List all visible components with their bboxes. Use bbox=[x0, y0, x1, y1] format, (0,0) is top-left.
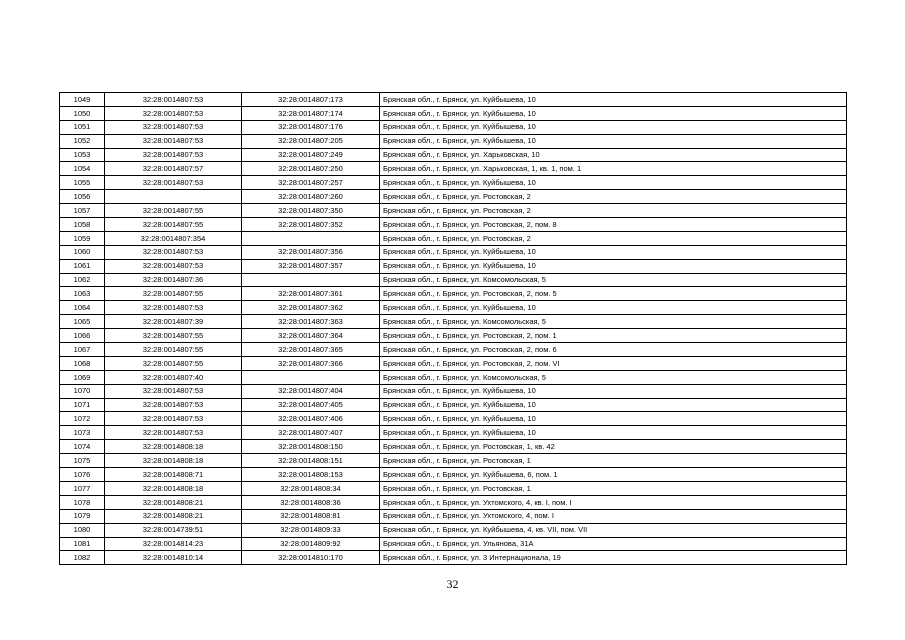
land-cadastral-number-cell: 32:28:0014807:53 bbox=[105, 176, 242, 190]
land-cadastral-number-cell: 32:28:0014807:55 bbox=[105, 287, 242, 301]
row-number-cell: 1062 bbox=[60, 273, 105, 287]
address-cell: Брянская обл., г. Брянск, ул. Ростовская, 1 bbox=[380, 454, 847, 468]
table-row bbox=[60, 273, 847, 287]
address-cell: Брянская обл., г. Брянск, ул. Куйбышева, 10 bbox=[380, 301, 847, 315]
object-cadastral-number-cell: 32:28:0014808:36 bbox=[242, 495, 380, 509]
address-cell: Брянская обл., г. Брянск, ул. Куйбышева, 10 bbox=[380, 93, 847, 107]
land-cadastral-number-cell: 32:28:0014807:39 bbox=[105, 315, 242, 329]
land-cadastral-number-cell: 32:28:0014808:71 bbox=[105, 468, 242, 482]
table-row bbox=[60, 120, 847, 134]
object-cadastral-number-cell: 32:28:0014807:407 bbox=[242, 426, 380, 440]
address-cell: Брянская обл., г. Брянск, ул. Куйбышева, 10 bbox=[380, 412, 847, 426]
object-cadastral-number-cell: 32:28:0014807:257 bbox=[242, 176, 380, 190]
address-cell: Брянская обл., г. Брянск, ул. Ухтомского, 4, кв. I, пом. I bbox=[380, 495, 847, 509]
land-cadastral-number-cell: 32:28:0014807:53 bbox=[105, 259, 242, 273]
address-cell: Брянская обл., г. Брянск, ул. Куйбышева, 4, кв. VII, пом. VII bbox=[380, 523, 847, 537]
address-cell: Брянская обл., г. Брянск, ул. 3 Интернационала, 19 bbox=[380, 551, 847, 565]
land-cadastral-number-cell: 32:28:0014807:53 bbox=[105, 412, 242, 426]
row-number-cell: 1073 bbox=[60, 426, 105, 440]
row-number-cell: 1069 bbox=[60, 370, 105, 384]
table-row bbox=[60, 426, 847, 440]
table-row bbox=[60, 329, 847, 343]
row-number-cell: 1079 bbox=[60, 509, 105, 523]
table-row bbox=[60, 106, 847, 120]
row-number-cell: 1077 bbox=[60, 481, 105, 495]
row-number-cell: 1057 bbox=[60, 204, 105, 218]
row-number-cell: 1061 bbox=[60, 259, 105, 273]
land-cadastral-number-cell: 32:28:0014807:53 bbox=[105, 426, 242, 440]
row-number-cell: 1075 bbox=[60, 454, 105, 468]
row-number-cell: 1078 bbox=[60, 495, 105, 509]
table-row bbox=[60, 481, 847, 495]
address-cell: Брянская обл., г. Брянск, ул. Куйбышева, 10 bbox=[380, 106, 847, 120]
address-cell: Брянская обл., г. Брянск, ул. Комсомольская, 5 bbox=[380, 315, 847, 329]
land-cadastral-number-cell: 32:28:0014808:18 bbox=[105, 454, 242, 468]
land-cadastral-number-cell: 32:28:0014807:53 bbox=[105, 398, 242, 412]
address-cell: Брянская обл., г. Брянск, ул. Комсомольская, 5 bbox=[380, 370, 847, 384]
object-cadastral-number-cell: 32:28:0014807:405 bbox=[242, 398, 380, 412]
table-row bbox=[60, 190, 847, 204]
row-number-cell: 1052 bbox=[60, 134, 105, 148]
address-cell: Брянская обл., г. Брянск, ул. Ростовская, 2 bbox=[380, 231, 847, 245]
land-cadastral-number-cell bbox=[105, 190, 242, 204]
address-cell: Брянская обл., г. Брянск, ул. Ухтомского, 4, пом. I bbox=[380, 509, 847, 523]
object-cadastral-number-cell bbox=[242, 231, 380, 245]
row-number-cell: 1066 bbox=[60, 329, 105, 343]
address-cell: Брянская обл., г. Брянск, ул. Ростовская, 2, пом. 8 bbox=[380, 218, 847, 232]
row-number-cell: 1068 bbox=[60, 356, 105, 370]
land-cadastral-number-cell: 32:28:0014807:55 bbox=[105, 204, 242, 218]
row-number-cell: 1064 bbox=[60, 301, 105, 315]
land-cadastral-number-cell: 32:28:0014807:53 bbox=[105, 245, 242, 259]
table-row bbox=[60, 218, 847, 232]
table-row bbox=[60, 315, 847, 329]
object-cadastral-number-cell: 32:28:0014807:205 bbox=[242, 134, 380, 148]
table-row bbox=[60, 509, 847, 523]
object-cadastral-number-cell: 32:28:0014808:153 bbox=[242, 468, 380, 482]
object-cadastral-number-cell: 32:28:0014807:404 bbox=[242, 384, 380, 398]
address-cell: Брянская обл., г. Брянск, ул. Куйбышева, 10 bbox=[380, 398, 847, 412]
object-cadastral-number-cell: 32:28:0014807:350 bbox=[242, 204, 380, 218]
object-cadastral-number-cell: 32:28:0014807:364 bbox=[242, 329, 380, 343]
object-cadastral-number-cell: 32:28:0014807:366 bbox=[242, 356, 380, 370]
address-cell: Брянская обл., г. Брянск, ул. Ростовская, 2, пом. VI bbox=[380, 356, 847, 370]
address-cell: Брянская обл., г. Брянск, ул. Куйбышева, 10 bbox=[380, 176, 847, 190]
row-number-cell: 1074 bbox=[60, 440, 105, 454]
object-cadastral-number-cell: 32:28:0014808:81 bbox=[242, 509, 380, 523]
address-cell: Брянская обл., г. Брянск, ул. Ростовская, 2, пом. 6 bbox=[380, 343, 847, 357]
row-number-cell: 1081 bbox=[60, 537, 105, 551]
land-cadastral-number-cell: 32:28:0014814:23 bbox=[105, 537, 242, 551]
land-cadastral-number-cell: 32:28:0014807:55 bbox=[105, 343, 242, 357]
object-cadastral-number-cell: 32:28:0014808:150 bbox=[242, 440, 380, 454]
table-row bbox=[60, 551, 847, 565]
land-cadastral-number-cell: 32:28:0014808:21 bbox=[105, 509, 242, 523]
land-cadastral-number-cell: 32:28:0014807:53 bbox=[105, 120, 242, 134]
land-cadastral-number-cell: 32:28:0014808:21 bbox=[105, 495, 242, 509]
row-number-cell: 1080 bbox=[60, 523, 105, 537]
land-cadastral-number-cell: 32:28:0014808:18 bbox=[105, 481, 242, 495]
table-row bbox=[60, 384, 847, 398]
object-cadastral-number-cell bbox=[242, 273, 380, 287]
address-cell: Брянская обл., г. Брянск, ул. Куйбышева, 10 bbox=[380, 259, 847, 273]
row-number-cell: 1054 bbox=[60, 162, 105, 176]
object-cadastral-number-cell: 32:28:0014807:363 bbox=[242, 315, 380, 329]
land-cadastral-number-cell: 32:28:0014807:55 bbox=[105, 218, 242, 232]
address-cell: Брянская обл., г. Брянск, ул. Ростовская, 2, пом. 5 bbox=[380, 287, 847, 301]
table-row bbox=[60, 398, 847, 412]
object-cadastral-number-cell: 32:28:0014807:365 bbox=[242, 343, 380, 357]
object-cadastral-number-cell bbox=[242, 370, 380, 384]
row-number-cell: 1058 bbox=[60, 218, 105, 232]
row-number-cell: 1076 bbox=[60, 468, 105, 482]
object-cadastral-number-cell: 32:28:0014807:356 bbox=[242, 245, 380, 259]
row-number-cell: 1055 bbox=[60, 176, 105, 190]
table-row bbox=[60, 523, 847, 537]
land-cadastral-number-cell: 32:28:0014807:57 bbox=[105, 162, 242, 176]
land-cadastral-number-cell: 32:28:0014807:55 bbox=[105, 356, 242, 370]
address-cell: Брянская обл., г. Брянск, ул. Комсомольская, 5 bbox=[380, 273, 847, 287]
object-cadastral-number-cell: 32:28:0014807:362 bbox=[242, 301, 380, 315]
address-cell: Брянская обл., г. Брянск, ул. Харьковская, 1, кв. 1, пом. 1 bbox=[380, 162, 847, 176]
object-cadastral-number-cell: 32:28:0014810:170 bbox=[242, 551, 380, 565]
row-number-cell: 1072 bbox=[60, 412, 105, 426]
table-row bbox=[60, 204, 847, 218]
row-number-cell: 1051 bbox=[60, 120, 105, 134]
table-row bbox=[60, 162, 847, 176]
address-cell: Брянская обл., г. Брянск, ул. Ростовская, 1, кв. 42 bbox=[380, 440, 847, 454]
land-cadastral-number-cell: 32:28:0014807:40 bbox=[105, 370, 242, 384]
land-cadastral-number-cell: 32:28:0014807:36 bbox=[105, 273, 242, 287]
address-cell: Брянская обл., г. Брянск, ул. Ростовская, 1 bbox=[380, 481, 847, 495]
row-number-cell: 1067 bbox=[60, 343, 105, 357]
table-row bbox=[60, 440, 847, 454]
land-cadastral-number-cell: 32:28:0014807:53 bbox=[105, 384, 242, 398]
registry-table bbox=[59, 92, 847, 565]
table-row bbox=[60, 454, 847, 468]
object-cadastral-number-cell: 32:28:0014807:174 bbox=[242, 106, 380, 120]
row-number-cell: 1070 bbox=[60, 384, 105, 398]
row-number-cell: 1065 bbox=[60, 315, 105, 329]
address-cell: Брянская обл., г. Брянск, ул. Куйбышева, 6, пом. 1 bbox=[380, 468, 847, 482]
address-cell: Брянская обл., г. Брянск, ул. Куйбышева, 10 bbox=[380, 426, 847, 440]
registry-table-body bbox=[60, 93, 847, 565]
land-cadastral-number-cell: 32:28:0014807:53 bbox=[105, 93, 242, 107]
table-row bbox=[60, 134, 847, 148]
table-row bbox=[60, 287, 847, 301]
table-row bbox=[60, 301, 847, 315]
table-row bbox=[60, 259, 847, 273]
row-number-cell: 1056 bbox=[60, 190, 105, 204]
table-row bbox=[60, 148, 847, 162]
table-row bbox=[60, 231, 847, 245]
object-cadastral-number-cell: 32:28:0014809:33 bbox=[242, 523, 380, 537]
land-cadastral-number-cell: 32:28:0014807:53 bbox=[105, 134, 242, 148]
object-cadastral-number-cell: 32:28:0014807:176 bbox=[242, 120, 380, 134]
object-cadastral-number-cell: 32:28:0014808:151 bbox=[242, 454, 380, 468]
object-cadastral-number-cell: 32:28:0014807:406 bbox=[242, 412, 380, 426]
land-cadastral-number-cell: 32:28:0014807:55 bbox=[105, 329, 242, 343]
land-cadastral-number-cell: 32:28:0014739:51 bbox=[105, 523, 242, 537]
address-cell: Брянская обл., г. Брянск, ул. Куйбышева, 10 bbox=[380, 245, 847, 259]
row-number-cell: 1063 bbox=[60, 287, 105, 301]
row-number-cell: 1050 bbox=[60, 106, 105, 120]
object-cadastral-number-cell: 32:28:0014807:173 bbox=[242, 93, 380, 107]
address-cell: Брянская обл., г. Брянск, ул. Ростовская, 2, пом. 1 bbox=[380, 329, 847, 343]
table-row bbox=[60, 343, 847, 357]
table-row bbox=[60, 356, 847, 370]
address-cell: Брянская обл., г. Брянск, ул. Ростовская, 2 bbox=[380, 190, 847, 204]
land-cadastral-number-cell: 32:28:0014808:18 bbox=[105, 440, 242, 454]
table-row bbox=[60, 93, 847, 107]
land-cadastral-number-cell: 32:28:0014807:53 bbox=[105, 106, 242, 120]
object-cadastral-number-cell: 32:28:0014807:249 bbox=[242, 148, 380, 162]
row-number-cell: 1060 bbox=[60, 245, 105, 259]
object-cadastral-number-cell: 32:28:0014807:250 bbox=[242, 162, 380, 176]
table-row bbox=[60, 370, 847, 384]
table-row bbox=[60, 468, 847, 482]
object-cadastral-number-cell: 32:28:0014807:260 bbox=[242, 190, 380, 204]
table-row bbox=[60, 537, 847, 551]
address-cell: Брянская обл., г. Брянск, ул. Куйбышева, 10 bbox=[380, 134, 847, 148]
table-row bbox=[60, 176, 847, 190]
object-cadastral-number-cell: 32:28:0014807:352 bbox=[242, 218, 380, 232]
object-cadastral-number-cell: 32:28:0014807:357 bbox=[242, 259, 380, 273]
row-number-cell: 1059 bbox=[60, 231, 105, 245]
row-number-cell: 1053 bbox=[60, 148, 105, 162]
row-number-cell: 1082 bbox=[60, 551, 105, 565]
land-cadastral-number-cell: 32:28:0014807:53 bbox=[105, 148, 242, 162]
page-number: 32 bbox=[446, 577, 459, 591]
table-row bbox=[60, 245, 847, 259]
address-cell: Брянская обл., г. Брянск, ул. Куйбышева, 10 bbox=[380, 120, 847, 134]
address-cell: Брянская обл., г. Брянск, ул. Куйбышева, 10 bbox=[380, 384, 847, 398]
row-number-cell: 1049 bbox=[60, 93, 105, 107]
object-cadastral-number-cell: 32:28:0014807:361 bbox=[242, 287, 380, 301]
row-number-cell: 1071 bbox=[60, 398, 105, 412]
object-cadastral-number-cell: 32:28:0014809:92 bbox=[242, 537, 380, 551]
land-cadastral-number-cell: 32:28:0014810:14 bbox=[105, 551, 242, 565]
address-cell: Брянская обл., г. Брянск, ул. Ульянова, 31А bbox=[380, 537, 847, 551]
table-row bbox=[60, 495, 847, 509]
table-row bbox=[60, 412, 847, 426]
address-cell: Брянская обл., г. Брянск, ул. Харьковская, 10 bbox=[380, 148, 847, 162]
land-cadastral-number-cell: 32:28:0014807:53 bbox=[105, 301, 242, 315]
object-cadastral-number-cell: 32:28:0014808:34 bbox=[242, 481, 380, 495]
land-cadastral-number-cell: 32:28:0014807:354 bbox=[105, 231, 242, 245]
address-cell: Брянская обл., г. Брянск, ул. Ростовская, 2 bbox=[380, 204, 847, 218]
